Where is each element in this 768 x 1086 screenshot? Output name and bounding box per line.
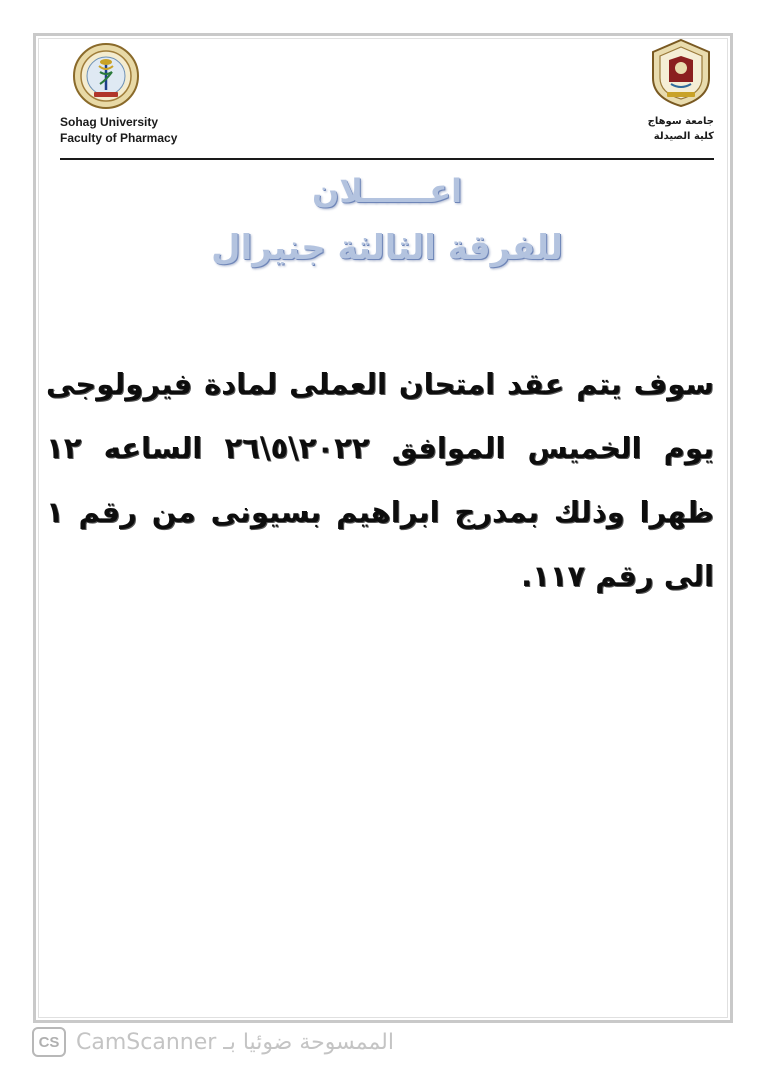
header-divider bbox=[60, 158, 714, 160]
university-seal-logo bbox=[647, 38, 715, 108]
announcement-subtitle: للفرقة الثالثة جنيرال bbox=[211, 228, 563, 268]
faculty-name-ar: كلية الصيدلة bbox=[653, 131, 714, 142]
header-arabic bbox=[648, 114, 714, 144]
header-english bbox=[60, 114, 177, 146]
camscanner-watermark bbox=[32, 1024, 394, 1060]
university-name-ar: جامعة سوهاج bbox=[647, 116, 714, 127]
camscanner-watermark-text: الممسوحة ضوئيا بـ CamScanner bbox=[76, 1029, 394, 1055]
announcement-body: سوف يتم عقد امتحان العملى لمادة فيرولوجى يوم الخميس الموافق ٢٠٢٢\٥\٢٦ الساعه ١٢ ظهرا وذلك بمدرج ابراهيم بسيونى من رقم ١ الى رقم ١١٧. bbox=[46, 367, 714, 593]
faculty-seal-logo bbox=[72, 42, 140, 110]
faculty-name-en: Faculty of Pharmacy bbox=[60, 131, 178, 145]
university-name-en: Sohag University bbox=[60, 115, 159, 129]
announcement-title: اعــــــلان bbox=[311, 172, 463, 210]
camscanner-badge-icon: CS bbox=[32, 1027, 66, 1057]
